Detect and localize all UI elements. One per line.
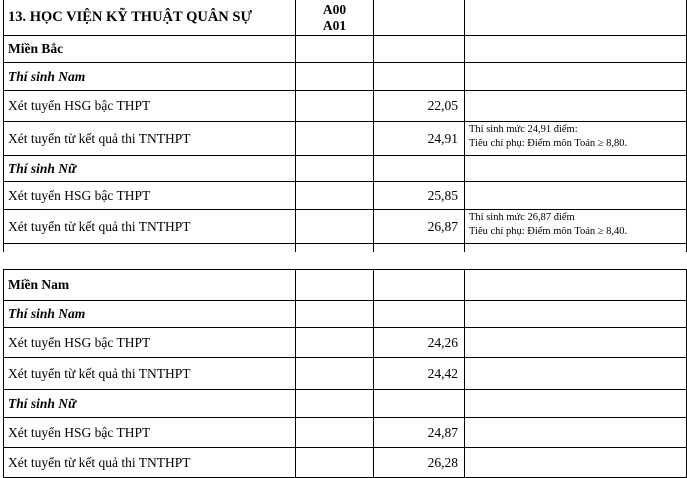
score-value: 26,87 (374, 210, 465, 244)
method-label: Xét tuyển HSG bậc THPT (4, 91, 296, 122)
score-value: 24,42 (374, 358, 465, 390)
score-value: 24,91 (374, 122, 465, 156)
tiebreak-note (465, 210, 687, 244)
method-label: Xét tuyển từ kết quả thi TNTHPT (4, 122, 296, 156)
group-row (4, 390, 687, 418)
method-label: Xét tuyển HSG bậc THPT (4, 328, 296, 358)
group-label-female: Thí sinh Nữ (4, 156, 296, 182)
admission-table-south (3, 269, 687, 478)
subject-codes (296, 0, 374, 36)
group-row (4, 301, 687, 328)
score-value: 24,26 (374, 328, 465, 358)
region-label: Miền Nam (4, 270, 296, 301)
admission-table-north (3, 0, 687, 258)
group-row (4, 156, 687, 182)
table-row (4, 418, 687, 448)
table-row (4, 448, 687, 478)
table-header-row (4, 0, 687, 36)
subject-code-a01: A01 (322, 17, 347, 33)
method-label: Xét tuyển từ kết quả thi TNTHPT (4, 448, 296, 478)
score-value: 25,85 (374, 182, 465, 210)
group-label-male: Thí sinh Nam (4, 301, 296, 328)
table-row (4, 210, 687, 244)
group-row (4, 63, 687, 91)
method-label: Xét tuyển HSG bậc THPT (4, 418, 296, 448)
region-row (4, 270, 687, 301)
group-label-female: Thí sinh Nữ (4, 390, 296, 418)
note-line: Tiêu chí phụ: Điểm môn Toán ≥ 8,80. (469, 138, 628, 149)
table-row (4, 358, 687, 390)
region-label: Miền Bắc (4, 36, 296, 63)
score-value: 22,05 (374, 91, 465, 122)
region-row (4, 36, 687, 63)
table-row (4, 328, 687, 358)
table-row (4, 91, 687, 122)
table-row (4, 182, 687, 210)
note-line: Thí sinh mức 24,91 điểm: (469, 124, 578, 135)
group-label-male: Thí sinh Nam (4, 63, 296, 91)
method-label: Xét tuyển từ kết quả thi TNTHPT (4, 358, 296, 390)
page-break-gap (0, 252, 687, 269)
method-label: Xét tuyển từ kết quả thi TNTHPT (4, 210, 296, 244)
note-line: Thí sinh mức 26,87 điểm (469, 212, 575, 223)
score-value: 26,28 (374, 448, 465, 478)
method-label: Xét tuyển HSG bậc THPT (4, 182, 296, 210)
school-title: 13. HỌC VIỆN KỸ THUẬT QUÂN SỰ (4, 0, 296, 36)
table-row (4, 122, 687, 156)
note-line: Tiêu chí phụ: Điểm môn Toán ≥ 8,40. (469, 226, 628, 237)
score-value: 24,87 (374, 418, 465, 448)
tiebreak-note (465, 122, 687, 156)
subject-code-a00: A00 (322, 1, 347, 17)
